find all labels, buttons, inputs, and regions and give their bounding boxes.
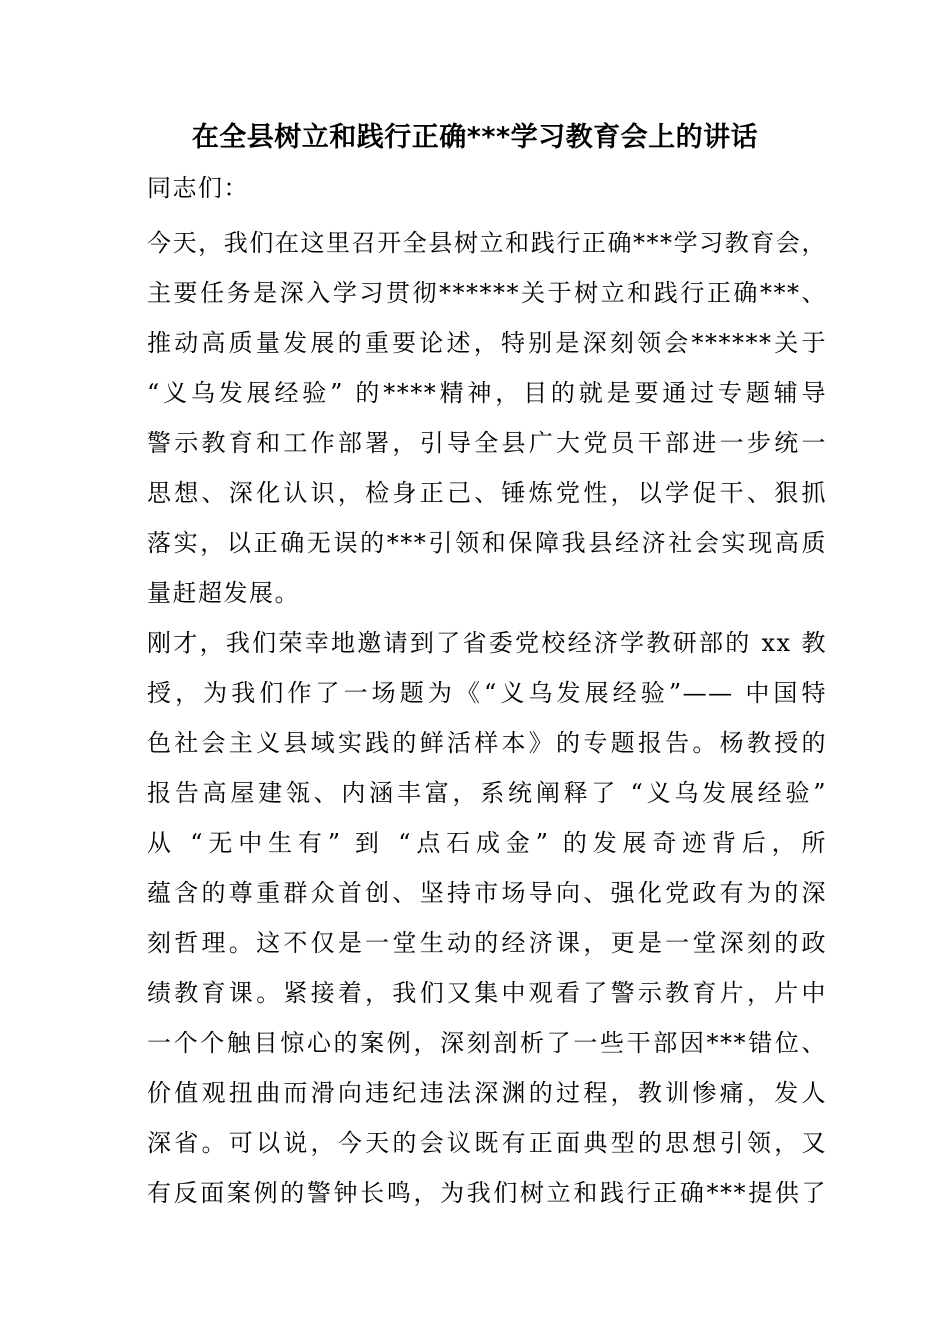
text-line: 色社会主义县域实践的鲜活样本》的专题报告。杨教授的 (147, 729, 827, 757)
text-line: 落实，以正确无误的***引领和保障我县经济社会实现高质 (147, 529, 827, 557)
text-line: 推动高质量发展的重要论述，特别是深刻领会******关于 (147, 329, 827, 357)
text-line: 深省。可以说，今天的会议既有正面典型的思想引领，又 (147, 1129, 827, 1157)
text-line: 警示教育和工作部署，引导全县广大党员干部进一步统一 (147, 429, 827, 457)
text-line: 蕴含的尊重群众首创、坚持市场导向、强化党政有为的深 (147, 879, 827, 907)
text-line: 今天，我们在这里召开全县树立和践行正确***学习教育会， (147, 229, 827, 257)
text-line: 有反面案例的警钟长鸣，为我们树立和践行正确***提供了 (147, 1179, 827, 1207)
text-line: 刚才，我们荣幸地邀请到了省委党校经济学教研部的 xx 教 (147, 629, 827, 657)
text-line: “义乌发展经验” 的****精神，目的就是要通过专题辅导 (147, 379, 827, 407)
text-line: 思想、深化认识，检身正己、锤炼党性，以学促干、狠抓 (147, 479, 827, 507)
document-title: 在全县树立和践行正确***学习教育会上的讲话 (191, 122, 759, 153)
text-line: 授，为我们作了一场题为《“义乌发展经验”—— 中国特 (147, 679, 827, 707)
text-line: 从 “无中生有” 到 “点石成金” 的发展奇迹背后，所 (147, 829, 827, 857)
text-line: 主要任务是深入学习贯彻******关于树立和践行正确***、 (147, 279, 827, 307)
text-line: 报告高屋建瓴、内涵丰富，系统阐释了 “义乌发展经验” (147, 779, 827, 807)
text-line: 绩教育课。紧接着，我们又集中观看了警示教育片，片中 (147, 979, 827, 1007)
text-line: 一个个触目惊心的案例，深刻剖析了一些干部因***错位、 (147, 1029, 827, 1057)
text-line: 刻哲理。这不仅是一堂生动的经济课，更是一堂深刻的政 (147, 929, 827, 957)
text-line: 价值观扭曲而滑向违纪违法深渊的过程，教训惨痛，发人 (147, 1079, 827, 1107)
text-line: 量赶超发展。 (147, 579, 300, 607)
text-line-salutation: 同志们： (147, 174, 249, 202)
